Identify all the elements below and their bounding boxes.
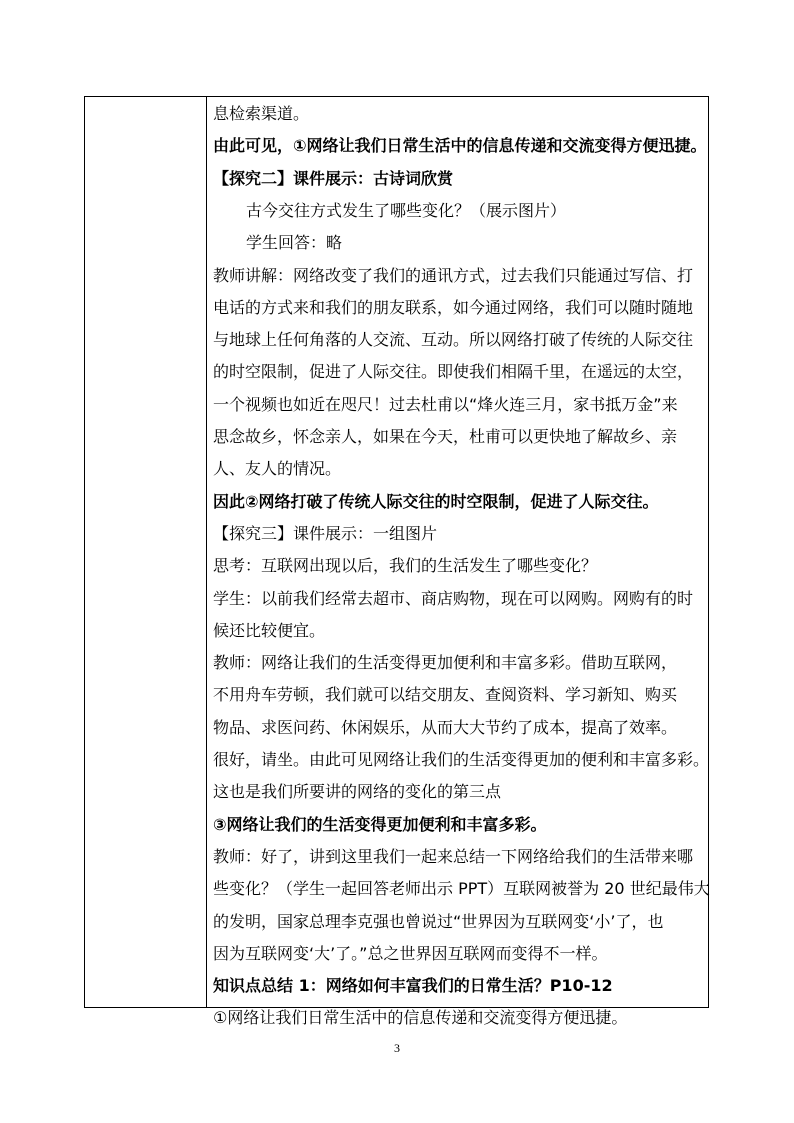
text-line: 很好，请坐。由此可见网络让我们的生活变得更加的便利和丰富多彩。 [213, 750, 710, 769]
column-divider [206, 97, 207, 1007]
text-line: 教师：网络让我们的生活变得更加便利和丰富多彩。借助互联网， [213, 653, 678, 673]
text-line: 因此②网络打破了传统人际交往的时空限制，促进了人际交往。 [213, 491, 659, 511]
text-line: 学生：以前我们经常去超市、商店购物，现在可以网购。网购有的时 [213, 588, 694, 608]
text-line: 知识点总结 1：网络如何丰富我们的日常生活？P10-12 [213, 976, 613, 996]
text-line: 的发明，国家总理李克强也曾说过“世界因为互联网变‘小’了，也 [213, 911, 664, 931]
text-line: 【探究三】课件展示：一组图片 [213, 523, 438, 543]
text-line: 教师讲解：网络改变了我们的通讯方式，过去我们只能通过写信、打 [213, 265, 694, 285]
text-line: 这也是我们所要讲的网络的变化的第三点 [213, 782, 502, 802]
text-line: 候还比较便宜。 [213, 620, 326, 640]
text-line: 电话的方式来和我们的朋友联系，如今通过网络，我们可以随时随地 [213, 297, 694, 317]
text-line: 一个视频也如近在咫尺！过去杜甫以“烽火连三月，家书抵万金”来 [213, 394, 678, 414]
page-number: 3 [394, 1041, 400, 1055]
text-line: 人、友人的情况。 [213, 459, 342, 479]
text-line: 教师：好了，讲到这里我们一起来总结一下网络给我们的生活带来哪 [213, 846, 694, 866]
text-line: ③网络让我们的生活变得更加便利和丰富多彩。 [213, 814, 547, 834]
text-line: 的时空限制，促进了人际交往。即使我们相隔千里，在遥远的太空， [213, 362, 694, 382]
text-line: 息检索渠道。 [213, 104, 310, 123]
text-line: 思念故乡，怀念亲人，如果在今天，杜甫可以更快地了解故乡、亲 [213, 427, 678, 446]
lesson-table [84, 96, 710, 1028]
text-line: 些变化？（学生一起回答老师出示 PPT）互联网被誉为 20 世纪最伟大 [213, 879, 710, 899]
text-line: 与地球上任何角落的人交流、互动。所以网络打破了传统的人际交往 [213, 330, 694, 350]
text-line: 物品、求医问药、休闲娱乐，从而大大节约了成本，提高了效率。 [213, 717, 678, 737]
text-line: 由此可见，①网络让我们日常生活中的信息传递和交流变得方便迅捷。 [213, 136, 707, 156]
text-line: 古今交往方式发生了哪些变化？（展示图片） [246, 200, 567, 220]
text-line: 【探究二】课件展示：古诗词欣赏 [213, 168, 454, 188]
text-line: 思考：互联网出现以后，我们的生活发生了哪些变化？ [213, 556, 598, 576]
text-line: 因为互联网变‘大’了。”总之世界因互联网而变得不一样。 [213, 943, 608, 963]
text-line: 学生回答：略 [246, 233, 343, 253]
text-line: ①网络让我们日常生活中的信息传递和交流变得方便迅捷。 [213, 1008, 628, 1028]
text-line: 不用舟车劳顿，我们就可以结交朋友、查阅资料、学习新知、购买 [213, 685, 678, 705]
